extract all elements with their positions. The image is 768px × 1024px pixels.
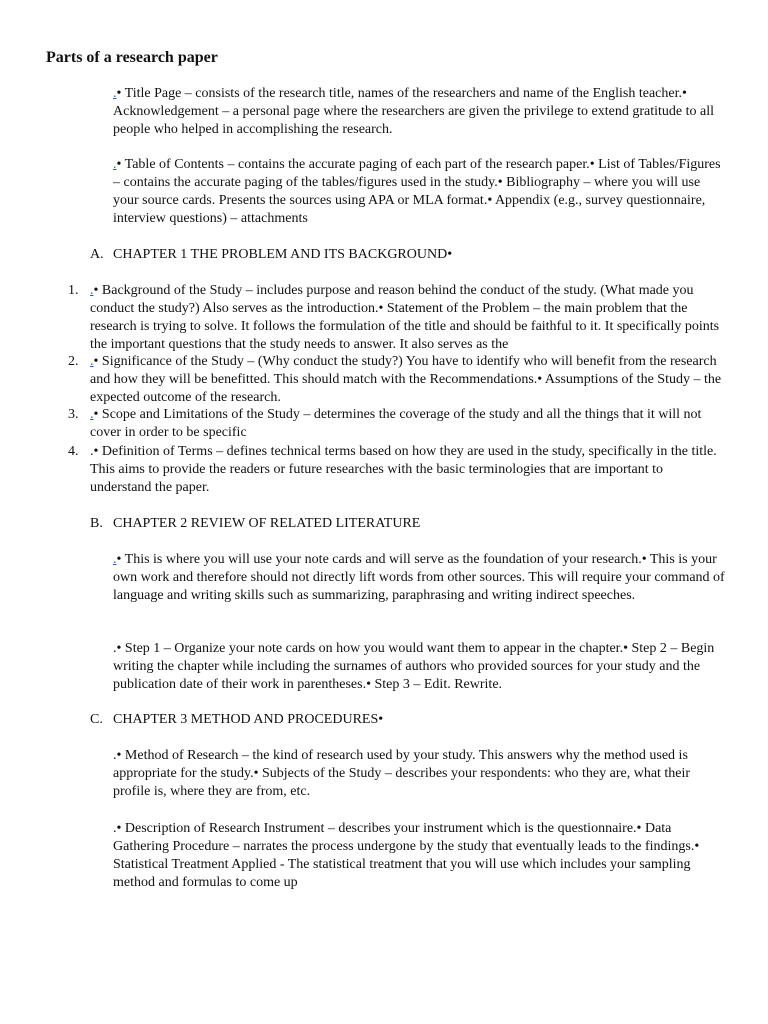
- list-number: 1.: [68, 283, 79, 298]
- list-item-link[interactable]: .: [90, 407, 94, 422]
- chapter-2-paragraph: [113, 551, 725, 605]
- chapter-3-paragraph: [113, 820, 725, 892]
- list-item: [68, 353, 728, 407]
- paragraph-link[interactable]: .: [113, 552, 117, 567]
- section-letter: B.: [90, 516, 103, 531]
- section-letter: C.: [90, 712, 103, 727]
- paragraph-text: • Table of Contents – contains the accurate paging of each part of the research paper.• List of Tables/Figures – contains the accurate paging of the tables/figures used in the study.• Bibliography – where you will use your source cards. Presents the sources using APA or MLA format.• Appendix (e.g., survey questionnaire, interview questions) – attachments: [113, 157, 721, 226]
- list-item: [68, 406, 728, 442]
- section-heading-text: CHAPTER 1 THE PROBLEM AND ITS BACKGROUND•: [113, 247, 453, 262]
- chapter-2-paragraph: [113, 640, 725, 694]
- paragraph-text: • This is where you will use your note cards and will serve as the foundation of your research.• This is your own work and therefore should not directly lift words from other sources. This will require your command of language and writing skills such as summarizing, paraphrasing and writing indirect speeches.: [113, 552, 725, 603]
- paragraph-lead: .: [113, 821, 117, 836]
- list-item-text: • Scope and Limitations of the Study – determines the coverage of the study and all the things that it will not cover in order to be specific: [90, 407, 702, 440]
- intro-paragraph-table-of-contents: [113, 156, 725, 228]
- list-item-text: • Background of the Study – includes purpose and reason behind the conduct of the study. (What made you conduct the study?) Also serves as the introduction.• Statement of the Problem – the main problem that the research is trying to solve. It follows the formulation of the title and should be faithful to it. It specifically points the important questions that the study needs to answer. It also serves as the: [90, 283, 720, 352]
- section-heading-text: CHAPTER 2 REVIEW OF RELATED LITERATURE: [113, 516, 421, 531]
- paragraph-text: • Description of Research Instrument – describes your instrument which is the questionnaire.• Data Gathering Procedure – narrates the process undergone by the study that eventually leads to the findings.• Statistical Treatment Applied - The statistical treatment that you will use which includes your sampling method and formulas to come up: [113, 821, 700, 890]
- chapter-1-heading: [90, 246, 730, 264]
- list-item: [68, 443, 728, 497]
- paragraph-link[interactable]: .: [113, 86, 117, 101]
- list-item-lead: .: [90, 444, 94, 459]
- list-number: 4.: [68, 444, 79, 459]
- paragraph-text: • Title Page – consists of the research title, names of the researchers and name of the English teacher.• Acknowledgement – a personal page where the researchers are given the privilege to extend gratitude to all people who helped in accomplishing the research.: [113, 86, 714, 137]
- page-title: Parts of a research paper: [46, 49, 218, 66]
- paragraph-text: • Method of Research – the kind of research used by your study. This answers why the method used is appropriate for the study.• Subjects of the Study – describes your respondents: who they are, what their profile is, where they are from, etc.: [113, 748, 691, 799]
- paragraph-lead: .: [113, 748, 117, 763]
- section-letter: A.: [90, 247, 104, 262]
- chapter-3-heading: [90, 711, 730, 729]
- list-number: 2.: [68, 354, 79, 369]
- list-item-link[interactable]: .: [90, 354, 94, 369]
- chapter-2-heading: [90, 515, 730, 533]
- chapter-3-paragraph: [113, 747, 725, 801]
- paragraph-link[interactable]: .: [113, 157, 117, 172]
- intro-paragraph-title-page: [113, 85, 725, 139]
- list-item-text: • Significance of the Study – (Why conduct the study?) You have to identify who will benefit from the research and how they will be benefitted. This should match with the Recommendations.• Assumptions of the Study – the expected outcome of the research.: [90, 354, 722, 405]
- list-item: [68, 282, 728, 354]
- section-heading-text: CHAPTER 3 METHOD AND PROCEDURES•: [113, 712, 384, 727]
- list-item-link[interactable]: .: [90, 283, 94, 298]
- paragraph-lead: .: [113, 641, 117, 656]
- paragraph-text: • Step 1 – Organize your note cards on how you would want them to appear in the chapter.• Step 2 – Begin writing the chapter while including the surnames of authors who provided sources for your study and the publication date of their work in parentheses.• Step 3 – Edit. Rewrite.: [113, 641, 715, 692]
- list-number: 3.: [68, 407, 79, 422]
- list-item-text: • Definition of Terms – defines technical terms based on how they are used in the study, specifically in the title. This aims to provide the readers or future researches with the basic terminologies that are important to understand the paper.: [90, 444, 717, 495]
